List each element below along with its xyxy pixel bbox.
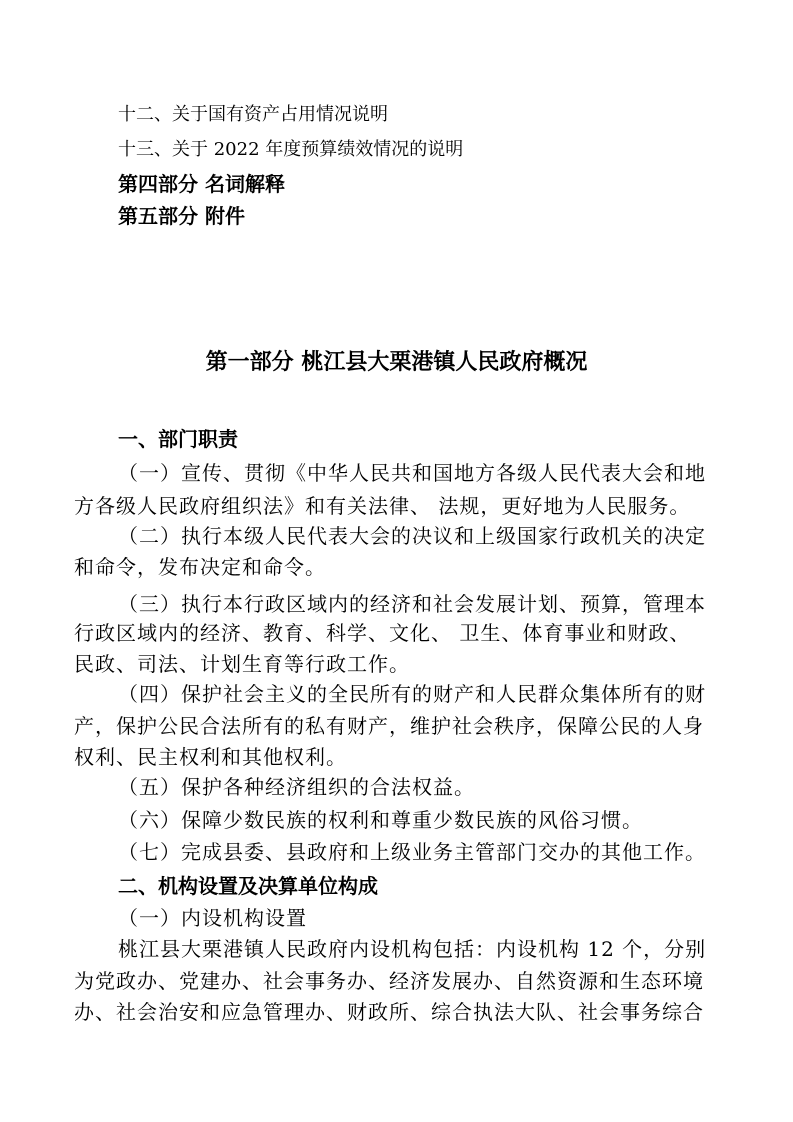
- paragraph-line: （一）宣传、贯彻《中华人民共和国地方各级人民代表大会和地: [118, 461, 706, 485]
- toc-part-5: 第五部分 附件: [118, 204, 245, 228]
- paragraph-line: （二）执行本级人民代表大会的决议和上级国家行政机关的决定: [118, 524, 706, 548]
- paragraph-line: （四）保护社会主义的全民所有的财产和人民群众集体所有的财: [118, 682, 706, 706]
- paragraph-line: （三）执行本行政区域内的经济和社会发展计划、预算，管理本: [118, 592, 706, 616]
- paragraph-line: 方各级人民政府组织法》和有关法律、 法规，更好地为人民服务。: [74, 494, 691, 518]
- heading-organization: 二、机构设置及决算单位构成: [118, 874, 378, 898]
- paragraph-line: （六）保障少数民族的权利和尊重少数民族的风俗习惯。: [118, 808, 643, 832]
- paragraph-line: 为党政办、党建办、社会事务办、经济发展办、自然资源和生态环境: [74, 969, 704, 993]
- paragraph-line: 桃江县大栗港镇人民政府内设机构包括：内设机构 12 个，分别: [118, 937, 707, 961]
- paragraph-line: （七）完成县委、县政府和上级业务主管部门交办的其他工作。: [118, 840, 706, 864]
- paragraph-line: 和命令，发布决定和命令。: [74, 555, 326, 579]
- subheading-internal-units: （一）内设机构设置: [118, 906, 307, 930]
- heading-department-duties: 一、部门职责: [118, 427, 238, 451]
- paragraph-line: 行政区域内的经济、教育、科学、文化、 卫生、体育事业和财政、: [74, 621, 691, 645]
- paragraph-line: 产，保护公民合法所有的私有财产，维护社会秩序，保障公民的人身: [74, 714, 704, 738]
- paragraph-line: 权利、民主权利和其他权利。: [74, 745, 347, 769]
- paragraph-line: 民政、司法、计划生育等行政工作。: [74, 652, 410, 676]
- toc-part-4: 第四部分 名词解释: [118, 172, 285, 196]
- toc-item-12: 十二、关于国有资产占用情况说明: [118, 104, 388, 125]
- section-title: 第一部分 桃江县大栗港镇人民政府概况: [205, 349, 588, 375]
- toc-item-13: 十三、关于 2022 年度预算绩效情况的说明: [118, 139, 464, 160]
- paragraph-line: （五）保护各种经济组织的合法权益。: [118, 775, 475, 799]
- paragraph-line: 办、社会治安和应急管理办、财政所、综合执法大队、社会事务综合: [74, 1000, 704, 1024]
